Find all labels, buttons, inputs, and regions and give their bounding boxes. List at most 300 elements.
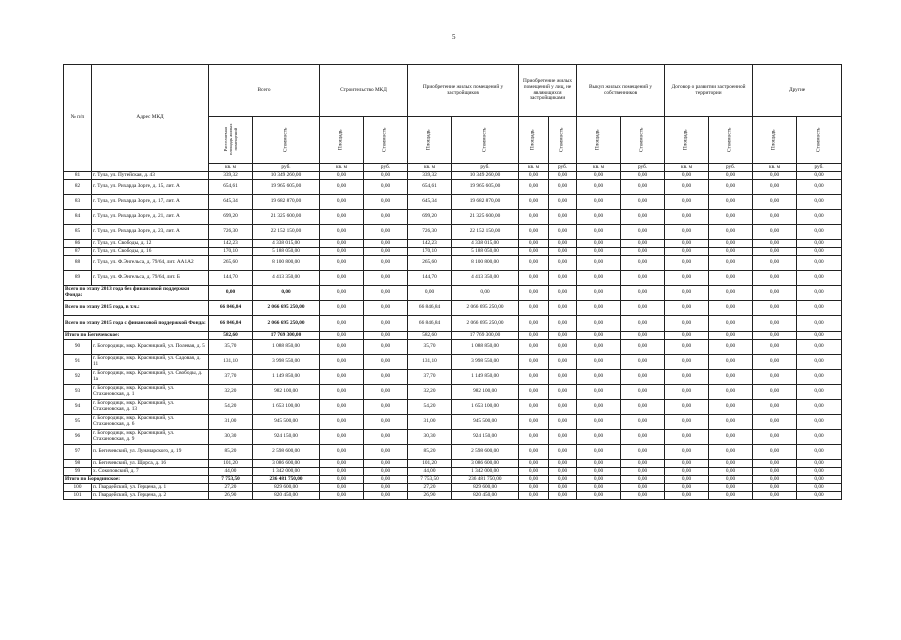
area-cell: 101,20 (209, 460, 253, 468)
area-cell: 30,30 (209, 430, 253, 445)
area-cell: 27,20 (408, 484, 452, 492)
cost-cell: 0,00 (452, 286, 519, 301)
cost-cell: 0,00 (621, 460, 665, 468)
area-cell: 339,32 (408, 172, 452, 180)
row-address: г. Богородицк, мкр. Красницкий, ул. Полевая, д. 5 (92, 340, 209, 355)
row-address: г. Тула, ул. Рихарда Зорге, д. 23, лит. А (92, 225, 209, 240)
cost-cell: 0,00 (797, 400, 842, 415)
table-row (64, 370, 842, 385)
area-cell: 0,00 (753, 355, 797, 370)
area-cell: 0,00 (665, 460, 709, 468)
area-cell: 726,30 (408, 225, 452, 240)
area-cell: 170,10 (408, 248, 452, 256)
cost-cell: 0,00 (364, 248, 408, 256)
cost-cell: 0,00 (709, 195, 753, 210)
unit-area: кв. м (519, 164, 549, 172)
area-cell: 0,00 (577, 415, 621, 430)
cost-cell: 0,00 (797, 256, 842, 271)
cost-cell: 0,00 (621, 332, 665, 340)
area-cell: 0,00 (519, 256, 549, 271)
cost-cell: 0,00 (549, 484, 577, 492)
area-cell: 0,00 (320, 286, 364, 301)
area-cell: 0,00 (519, 415, 549, 430)
area-cell: 0,00 (577, 355, 621, 370)
area-cell: 0,00 (519, 370, 549, 385)
area-cell: 654,61 (408, 180, 452, 195)
area-cell: 170,10 (209, 248, 253, 256)
header-group-buyout: Выкуп жилых помещений у собственников (577, 65, 665, 117)
cost-cell: 1 149 850,00 (452, 370, 519, 385)
area-cell: 0,00 (519, 172, 549, 180)
total-row (64, 332, 842, 340)
cost-cell: 0,00 (709, 271, 753, 286)
area-cell: 0,00 (320, 225, 364, 240)
cost-cell: 0,00 (797, 340, 842, 355)
cost-cell: 0,00 (549, 332, 577, 340)
area-cell: 0,00 (753, 460, 797, 468)
cost-cell: 0,00 (364, 468, 408, 476)
unit-area: кв. м (665, 164, 709, 172)
area-cell: 66 846,84 (209, 301, 253, 316)
area-cell: 66 846,84 (408, 301, 452, 316)
unit-cost: руб. (364, 164, 408, 172)
area-cell: 0,00 (519, 430, 549, 445)
area-cell: 0,00 (577, 430, 621, 445)
area-cell: 0,00 (665, 355, 709, 370)
area-cell: 0,00 (519, 484, 549, 492)
cost-cell: 0,00 (797, 484, 842, 492)
row-address: х. Сокоповский, д. 7 (92, 468, 209, 476)
area-cell: 0,00 (577, 180, 621, 195)
cost-cell: 0,00 (364, 415, 408, 430)
row-number: 81 (64, 172, 92, 180)
area-cell: 0,00 (320, 484, 364, 492)
row-address: п. Гвардейский, ул. Герцена, д. 2 (92, 492, 209, 500)
table-row (64, 210, 842, 225)
area-cell: 0,00 (519, 225, 549, 240)
unit-cost: руб. (621, 164, 665, 172)
area-cell: 0,00 (753, 195, 797, 210)
cost-cell: 5 188 050,00 (253, 248, 320, 256)
row-address: г. Богородицк, мкр. Красницкий, ул. Свободы, д. 1а (92, 370, 209, 385)
cost-cell: 0,00 (549, 172, 577, 180)
cost-cell: 0,00 (253, 286, 320, 301)
area-cell: 0,00 (519, 340, 549, 355)
table-row (64, 225, 842, 240)
cost-cell: 19 965 605,00 (253, 180, 320, 195)
header-sub-area: Площадь (320, 117, 364, 164)
row-number: 90 (64, 340, 92, 355)
area-cell: 7 753,50 (209, 476, 253, 484)
row-number: 83 (64, 195, 92, 210)
area-cell: 0,00 (320, 271, 364, 286)
cost-cell: 0,00 (364, 430, 408, 445)
cost-cell: 0,00 (364, 400, 408, 415)
cost-cell: 0,00 (797, 210, 842, 225)
area-cell: 44,00 (209, 468, 253, 476)
header-group-developers: Приобретение жилых помещений у застройщиков (408, 65, 519, 117)
cost-cell: 0,00 (709, 400, 753, 415)
cost-cell: 829 600,00 (452, 484, 519, 492)
header-sub-cost: Стоимость (253, 117, 320, 164)
area-cell: 30,30 (408, 430, 452, 445)
cost-cell: 0,00 (621, 430, 665, 445)
cost-cell: 0,00 (621, 210, 665, 225)
area-cell: 0,00 (320, 210, 364, 225)
area-cell: 0,00 (320, 460, 364, 468)
row-number: 84 (64, 210, 92, 225)
area-cell: 0,00 (665, 195, 709, 210)
area-cell: 0,00 (320, 468, 364, 476)
cost-cell: 0,00 (797, 240, 842, 248)
cost-cell: 0,00 (364, 340, 408, 355)
header-sub-area: Площадь (408, 117, 452, 164)
table-row (64, 248, 842, 256)
area-cell: 0,00 (665, 316, 709, 332)
cost-cell: 0,00 (797, 286, 842, 301)
area-cell: 0,00 (577, 172, 621, 180)
cost-cell: 10 349 260,00 (452, 172, 519, 180)
cost-cell: 0,00 (364, 240, 408, 248)
table-row (64, 492, 842, 500)
table-row (64, 340, 842, 355)
area-cell: 0,00 (665, 271, 709, 286)
area-cell: 0,00 (753, 286, 797, 301)
area-cell: 0,00 (753, 248, 797, 256)
cost-cell: 0,00 (621, 225, 665, 240)
cost-cell: 0,00 (797, 460, 842, 468)
area-cell: 66 846,84 (408, 316, 452, 332)
row-address: г. Тула, ул. Путейская, д. 43 (92, 172, 209, 180)
area-cell: 31,00 (209, 415, 253, 430)
area-cell: 0,00 (753, 271, 797, 286)
area-cell: 0,00 (753, 240, 797, 248)
cost-cell: 0,00 (709, 248, 753, 256)
cost-cell: 0,00 (709, 316, 753, 332)
area-cell: 0,00 (320, 301, 364, 316)
area-cell: 0,00 (320, 370, 364, 385)
area-cell: 0,00 (665, 286, 709, 301)
cost-cell: 982 100,00 (253, 385, 320, 400)
cost-cell: 0,00 (621, 240, 665, 248)
header-sub-cost: Стоимость (621, 117, 665, 164)
cost-cell: 0,00 (549, 248, 577, 256)
row-number: 95 (64, 415, 92, 430)
cost-cell: 0,00 (709, 172, 753, 180)
total-label: Итого по Бегичевское: (64, 332, 209, 340)
row-address: г. Тула, ул. Рихарда Зорге, д. 21, лит. А (92, 210, 209, 225)
header-sub-area-total: Расселяемая площадь жилых помещений (209, 117, 253, 164)
area-cell: 7 753,50 (408, 476, 452, 484)
area-cell: 0,00 (753, 385, 797, 400)
total-label: Всего по этапу 2015 года, в т.ч.: (64, 301, 209, 316)
cost-cell: 0,00 (549, 385, 577, 400)
cost-cell: 1 088 850,00 (452, 340, 519, 355)
area-cell: 0,00 (577, 476, 621, 484)
row-address: п. Гвардейский, ул. Герцена, д. 1 (92, 484, 209, 492)
area-cell: 131,10 (408, 355, 452, 370)
cost-cell: 0,00 (549, 225, 577, 240)
area-cell: 0,00 (665, 240, 709, 248)
area-cell: 0,00 (519, 355, 549, 370)
area-cell: 0,00 (665, 492, 709, 500)
cost-cell: 0,00 (364, 180, 408, 195)
cost-cell: 0,00 (621, 468, 665, 476)
row-number: 94 (64, 400, 92, 415)
cost-cell: 0,00 (709, 484, 753, 492)
cost-cell: 19 682 870,00 (452, 195, 519, 210)
area-cell: 0,00 (519, 385, 549, 400)
header-group-other: Другие (753, 65, 842, 117)
cost-cell: 0,00 (364, 271, 408, 286)
table-row (64, 430, 842, 445)
header-sub-cost: Стоимость (797, 117, 842, 164)
table-row (64, 180, 842, 195)
area-cell: 0,00 (577, 271, 621, 286)
area-cell: 0,00 (320, 180, 364, 195)
area-cell: 131,10 (209, 355, 253, 370)
row-address: г. Тула, ул. Ф.Энгельса, д. 79/64, лит. Б (92, 271, 209, 286)
area-cell: 0,00 (320, 248, 364, 256)
cost-cell: 4 338 015,00 (452, 240, 519, 248)
area-cell: 0,00 (577, 340, 621, 355)
cost-cell: 0,00 (797, 172, 842, 180)
table-row (64, 484, 842, 492)
table-row (64, 415, 842, 430)
cost-cell: 3 998 550,00 (452, 355, 519, 370)
cost-cell: 0,00 (797, 225, 842, 240)
total-row (64, 286, 842, 301)
table-row (64, 240, 842, 248)
row-number: 89 (64, 271, 92, 286)
cost-cell: 3 086 600,00 (253, 460, 320, 468)
area-cell: 32,20 (209, 385, 253, 400)
area-cell: 144,70 (408, 271, 452, 286)
area-cell: 0,00 (519, 301, 549, 316)
cost-cell: 3 998 550,00 (253, 355, 320, 370)
area-cell: 0,00 (665, 172, 709, 180)
area-cell: 0,00 (320, 430, 364, 445)
area-cell: 265,60 (209, 256, 253, 271)
area-cell: 582,60 (209, 332, 253, 340)
cost-cell: 0,00 (709, 210, 753, 225)
area-cell: 0,00 (753, 400, 797, 415)
area-cell: 0,00 (753, 301, 797, 316)
cost-cell: 0,00 (549, 271, 577, 286)
cost-cell: 0,00 (549, 340, 577, 355)
cost-cell: 945 500,00 (253, 415, 320, 430)
area-cell: 0,00 (519, 248, 549, 256)
area-cell: 0,00 (753, 340, 797, 355)
cost-cell: 0,00 (621, 301, 665, 316)
area-cell: 0,00 (320, 240, 364, 248)
cost-cell: 0,00 (364, 484, 408, 492)
area-cell: 0,00 (320, 400, 364, 415)
area-cell: 0,00 (753, 445, 797, 460)
row-number: 91 (64, 355, 92, 370)
cost-cell: 0,00 (709, 415, 753, 430)
cost-cell: 4 338 015,00 (253, 240, 320, 248)
total-row (64, 301, 842, 316)
cost-cell: 0,00 (621, 248, 665, 256)
cost-cell: 0,00 (797, 415, 842, 430)
cost-cell: 0,00 (549, 492, 577, 500)
area-cell: 0,00 (665, 445, 709, 460)
area-cell: 0,00 (665, 256, 709, 271)
table-row (64, 355, 842, 370)
cost-cell: 0,00 (621, 385, 665, 400)
area-cell: 0,00 (519, 460, 549, 468)
area-cell: 0,00 (665, 400, 709, 415)
area-cell: 142,23 (209, 240, 253, 248)
cost-cell: 0,00 (797, 492, 842, 500)
cost-cell: 0,00 (709, 385, 753, 400)
area-cell: 0,00 (519, 476, 549, 484)
header-sub-area: Площадь (753, 117, 797, 164)
cost-cell: 0,00 (364, 476, 408, 484)
area-cell: 0,00 (753, 332, 797, 340)
table-row (64, 256, 842, 271)
area-cell: 0,00 (753, 370, 797, 385)
area-cell: 37,70 (408, 370, 452, 385)
cost-cell: 8 100 800,00 (452, 256, 519, 271)
cost-cell: 1 088 850,00 (253, 340, 320, 355)
cost-cell: 0,00 (364, 370, 408, 385)
cost-cell: 0,00 (709, 468, 753, 476)
cost-cell: 0,00 (621, 340, 665, 355)
cost-cell: 0,00 (364, 286, 408, 301)
area-cell: 0,00 (665, 430, 709, 445)
area-cell: 26,90 (209, 492, 253, 500)
cost-cell: 1 342 000,00 (253, 468, 320, 476)
cost-cell: 0,00 (621, 484, 665, 492)
total-label: Всего по этапу 2013 года без финансовой поддержки Фонда: (64, 286, 209, 301)
area-cell: 0,00 (577, 370, 621, 385)
cost-cell: 0,00 (709, 460, 753, 468)
row-number: 97 (64, 445, 92, 460)
row-number: 99 (64, 468, 92, 476)
header-sub-area: Площадь (577, 117, 621, 164)
table-row (64, 385, 842, 400)
row-number: 86 (64, 240, 92, 248)
cost-cell: 0,00 (549, 256, 577, 271)
cost-cell: 0,00 (797, 180, 842, 195)
area-cell: 0,00 (577, 256, 621, 271)
cost-cell: 236 481 750,00 (253, 476, 320, 484)
area-cell: 699,20 (209, 210, 253, 225)
area-cell: 0,00 (209, 286, 253, 301)
cost-cell: 0,00 (621, 286, 665, 301)
unit-area: кв. м (577, 164, 621, 172)
area-cell: 0,00 (577, 286, 621, 301)
cost-cell: 0,00 (364, 256, 408, 271)
header-group-non-developers: Приобретение жилых помещений у лиц, не являющихся застройщиками (519, 65, 577, 117)
cost-cell: 3 086 600,00 (452, 460, 519, 468)
cost-cell: 0,00 (709, 355, 753, 370)
cost-cell: 236 481 750,00 (452, 476, 519, 484)
cost-cell: 0,00 (549, 286, 577, 301)
area-cell: 0,00 (665, 340, 709, 355)
row-number: 101 (64, 492, 92, 500)
cost-cell: 0,00 (709, 476, 753, 484)
cost-cell: 0,00 (549, 415, 577, 430)
row-address: г. Тула, ул. Рихарда Зорге, д. 15, лит. А (92, 180, 209, 195)
cost-cell: 0,00 (797, 476, 842, 484)
cost-cell: 17 769 300,00 (253, 332, 320, 340)
area-cell: 0,00 (577, 385, 621, 400)
area-cell: 0,00 (320, 195, 364, 210)
table-row (64, 445, 842, 460)
area-cell: 26,90 (408, 492, 452, 500)
cost-cell: 0,00 (549, 316, 577, 332)
area-cell: 0,00 (753, 430, 797, 445)
table-row (64, 460, 842, 468)
cost-cell: 0,00 (621, 172, 665, 180)
area-cell: 85,20 (209, 445, 253, 460)
row-number: 82 (64, 180, 92, 195)
cost-cell: 0,00 (621, 445, 665, 460)
table-body (64, 172, 842, 500)
area-cell: 142,23 (408, 240, 452, 248)
unit-cost: руб. (253, 164, 320, 172)
cost-cell: 982 100,00 (452, 385, 519, 400)
header-address: Адрес МКД (92, 65, 209, 172)
cost-cell: 10 349 260,00 (253, 172, 320, 180)
cost-cell: 820 450,00 (452, 492, 519, 500)
cost-cell: 0,00 (797, 271, 842, 286)
area-cell: 0,00 (753, 210, 797, 225)
area-cell: 101,20 (408, 460, 452, 468)
row-address: г. Богородицк, мкр. Красницкий, ул. Стахановская, д. 6 (92, 415, 209, 430)
cost-cell: 0,00 (364, 210, 408, 225)
cost-cell: 21 325 600,00 (253, 210, 320, 225)
row-address: г. Тула, ул. Рихарда Зорге, д. 17, лит. А (92, 195, 209, 210)
area-cell: 0,00 (753, 484, 797, 492)
area-cell: 645,34 (209, 195, 253, 210)
cost-cell: 0,00 (364, 445, 408, 460)
cost-cell: 0,00 (797, 332, 842, 340)
cost-cell: 0,00 (797, 316, 842, 332)
cost-cell: 22 152 150,00 (253, 225, 320, 240)
cost-cell: 0,00 (549, 210, 577, 225)
area-cell: 31,00 (408, 415, 452, 430)
cost-cell: 0,00 (709, 301, 753, 316)
area-cell: 582,60 (408, 332, 452, 340)
row-address: п. Бегичевский, ул. Луначарского, д. 19 (92, 445, 209, 460)
cost-cell: 8 100 800,00 (253, 256, 320, 271)
area-cell: 35,70 (209, 340, 253, 355)
cost-cell: 5 188 050,00 (452, 248, 519, 256)
cost-cell: 0,00 (709, 430, 753, 445)
cost-cell: 0,00 (621, 256, 665, 271)
cost-cell: 0,00 (709, 256, 753, 271)
cost-cell: 0,00 (709, 340, 753, 355)
area-cell: 0,00 (320, 476, 364, 484)
cost-cell: 0,00 (621, 180, 665, 195)
area-cell: 0,00 (577, 332, 621, 340)
area-cell: 265,60 (408, 256, 452, 271)
area-cell: 0,00 (665, 225, 709, 240)
cost-cell: 0,00 (364, 316, 408, 332)
total-row (64, 316, 842, 332)
cost-cell: 0,00 (621, 400, 665, 415)
header-group-construction: Строительство МКД (320, 65, 408, 117)
cost-cell: 2 066 695 250,00 (452, 301, 519, 316)
area-cell: 0,00 (519, 332, 549, 340)
cost-cell: 924 150,00 (253, 430, 320, 445)
table-row (64, 271, 842, 286)
unit-cost: руб. (709, 164, 753, 172)
